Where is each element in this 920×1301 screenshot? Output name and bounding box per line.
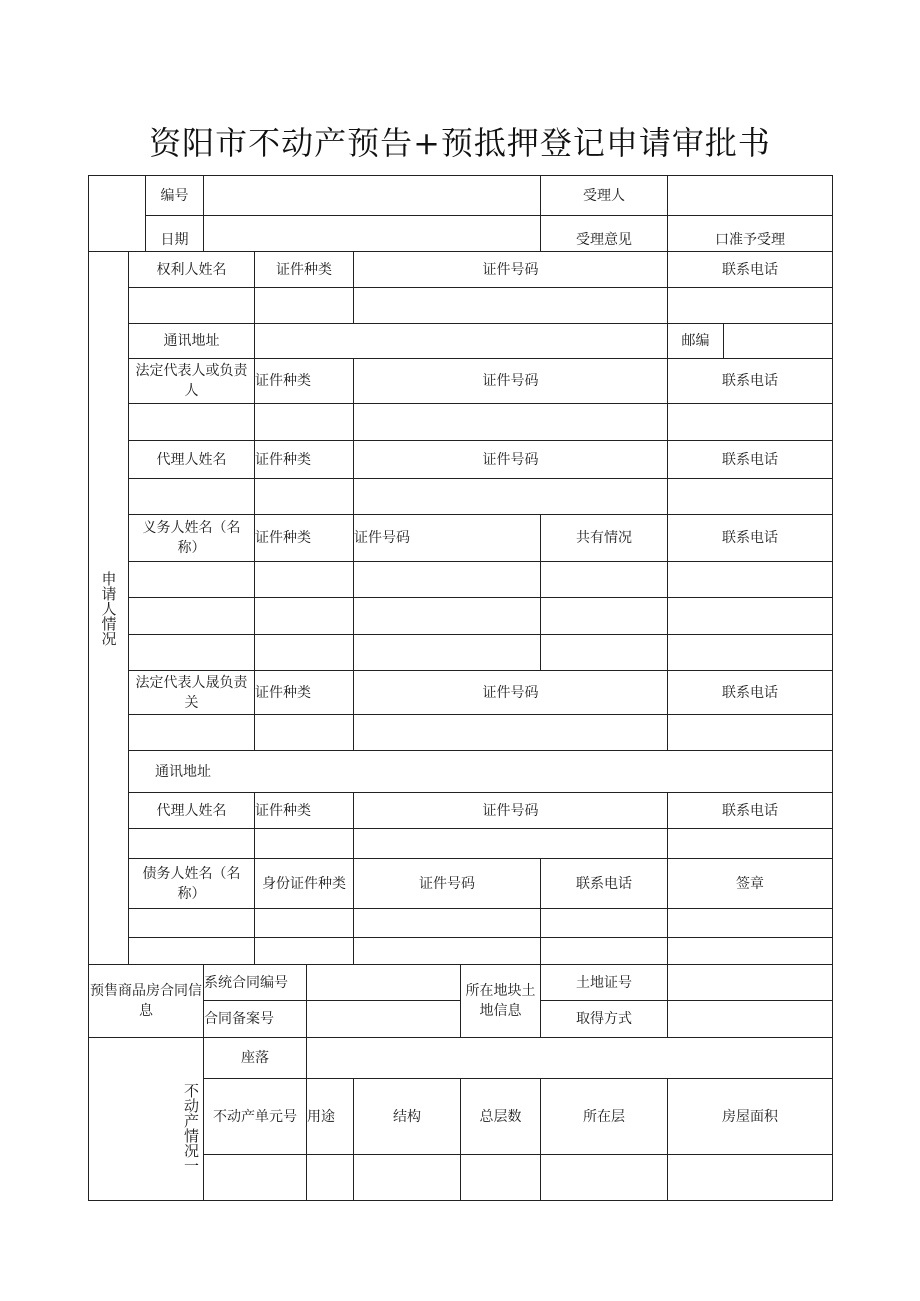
obligor-name-label: 义务人姓名（名称） bbox=[142, 520, 241, 556]
receiver-label: 受理人 bbox=[583, 187, 625, 204]
contract-system-no-field[interactable] bbox=[307, 965, 460, 1000]
use-label: 用途 bbox=[307, 1108, 335, 1125]
obligor-rep-id-type-label: 证件种类 bbox=[255, 684, 311, 701]
number-field[interactable] bbox=[204, 176, 540, 215]
holder-postcode-field[interactable] bbox=[724, 324, 832, 358]
holder-postcode-label: 邮编 bbox=[681, 333, 710, 349]
obligor-rep-label: 法定代表人晟负责关 bbox=[135, 674, 248, 711]
opinion-label: 受理意见 bbox=[576, 232, 632, 248]
location-field[interactable] bbox=[307, 1038, 832, 1078]
holder-agent-id-type-label: 证件种类 bbox=[255, 451, 311, 468]
obligor-id-type-label: 证件种类 bbox=[255, 530, 311, 546]
holder-address-label: 通讯地址 bbox=[163, 333, 220, 349]
structure-label: 结构 bbox=[393, 1108, 421, 1125]
land-cert-field[interactable] bbox=[668, 965, 832, 1000]
holder-agent-label: 代理人姓名 bbox=[156, 451, 227, 468]
opinion-checkbox[interactable]: 口准予受理 bbox=[715, 232, 785, 248]
date-field[interactable] bbox=[204, 216, 540, 251]
area-label: 房屋面积 bbox=[722, 1108, 778, 1125]
holder-address-field[interactable] bbox=[255, 324, 667, 358]
debtor-seal-label: 签章 bbox=[736, 875, 764, 892]
obligor-rep-id-no-label: 证件号码 bbox=[482, 684, 539, 701]
obligor-agent-id-no-label: 证件号码 bbox=[482, 802, 539, 819]
holder-id-no-label: 证件号码 bbox=[482, 261, 539, 278]
obligor-agent-phone-label: 联系电话 bbox=[722, 802, 778, 819]
holder-name-label: 权利人姓名 bbox=[156, 261, 227, 278]
contract-record-no-field[interactable] bbox=[307, 1001, 460, 1037]
obligor-phone-label: 联系电话 bbox=[722, 530, 778, 546]
obligor-agent-id-type-label: 证件种类 bbox=[255, 802, 311, 819]
obligor-address-label: 通讯地址 bbox=[155, 763, 211, 780]
debtor-id-no-label: 证件号码 bbox=[419, 875, 475, 892]
land-cert-label: 土地证号 bbox=[576, 974, 632, 991]
holder-agent-phone-label: 联系电话 bbox=[722, 451, 778, 468]
floor-label: 所在层 bbox=[583, 1108, 625, 1125]
date-label: 日期 bbox=[160, 232, 189, 248]
unit-no-label: 不动产单元号 bbox=[213, 1108, 297, 1125]
location-label: 座落 bbox=[241, 1050, 269, 1066]
form-title: 资阳市不动产预告+预抵押登记申请审批书 bbox=[149, 124, 771, 162]
receiver-field[interactable] bbox=[668, 176, 832, 215]
contract-system-no-label: 系统合同编号 bbox=[204, 974, 288, 991]
obligor-rep-phone-label: 联系电话 bbox=[722, 684, 778, 701]
property-section-label: 不动产情况一 bbox=[182, 1083, 200, 1173]
holder-agent-id-no-label: 证件号码 bbox=[482, 451, 539, 468]
obligor-id-no-label: 证件号码 bbox=[354, 530, 410, 546]
debtor-name-label: 债务人姓名（名称） bbox=[142, 865, 241, 902]
contract-section-label: 预售商品房合同信息 bbox=[90, 983, 202, 1019]
holder-rep-id-type-label: 证件种类 bbox=[255, 373, 311, 389]
number-label: 编号 bbox=[160, 187, 189, 204]
contract-record-no-label: 合同备案号 bbox=[204, 1011, 274, 1027]
land-info-label: 所在地块土地信息 bbox=[465, 983, 536, 1019]
holder-id-type-label: 证件种类 bbox=[276, 261, 332, 278]
obligor-shared-label: 共有情况 bbox=[576, 530, 632, 546]
holder-rep-id-no-label: 证件号码 bbox=[482, 373, 539, 389]
obligor-agent-label: 代理人姓名 bbox=[156, 802, 227, 819]
holder-rep-label: 法定代表人或负责人 bbox=[135, 363, 248, 399]
holder-rep-phone-label: 联系电话 bbox=[722, 373, 778, 389]
total-floors-label: 总层数 bbox=[479, 1108, 522, 1125]
debtor-phone-label: 联系电话 bbox=[576, 875, 632, 892]
acquire-method-field[interactable] bbox=[668, 1001, 832, 1037]
acquire-method-label: 取得方式 bbox=[576, 1011, 632, 1027]
holder-phone-label: 联系电话 bbox=[722, 261, 778, 278]
obligor-address-field[interactable] bbox=[255, 751, 832, 792]
debtor-id-type-label: 身份证件种类 bbox=[262, 875, 346, 892]
applicant-section-label: 申请人情况 bbox=[99, 570, 118, 646]
